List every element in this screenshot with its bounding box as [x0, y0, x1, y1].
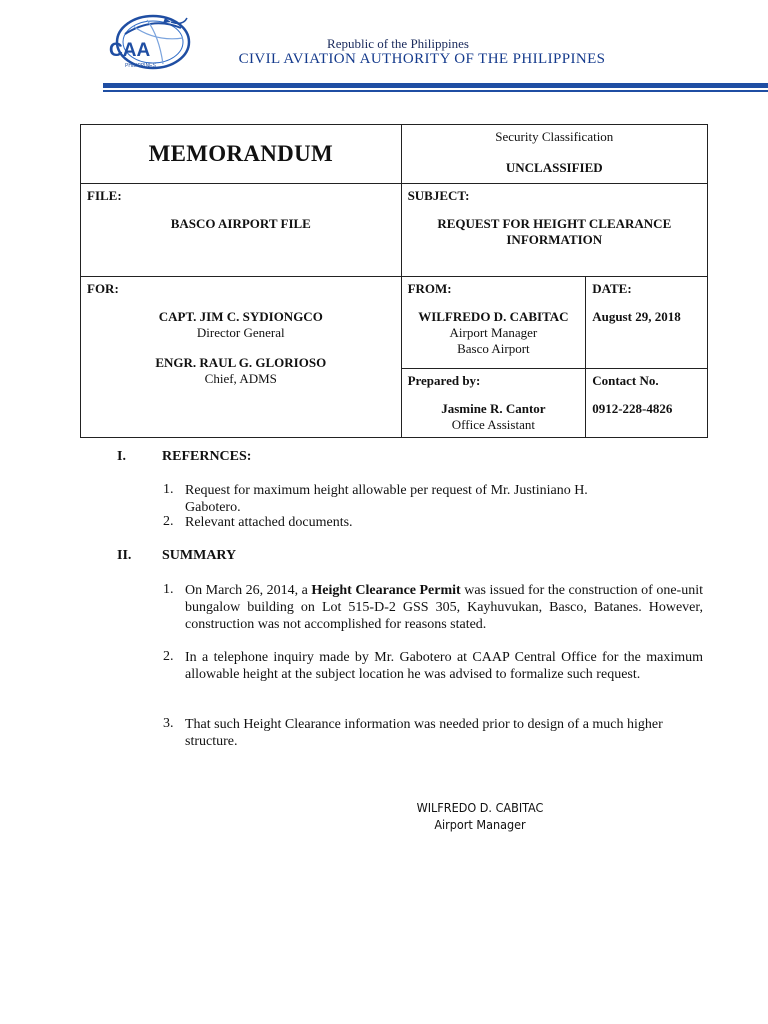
date-label: DATE: [592, 281, 632, 296]
reference-2-text: Relevant attached documents. [185, 515, 353, 530]
summary-numeral: II. [117, 548, 132, 563]
subject-label: SUBJECT: [407, 188, 470, 203]
from-name: WILFREDO D. CABITAC [418, 309, 569, 324]
subject-line-1: REQUEST FOR HEIGHT CLEARANCE [437, 216, 672, 231]
summary-heading: SUMMARY [162, 548, 237, 563]
reference-2-number: 2. [163, 514, 174, 529]
for-person-1-name: CAPT. JIM C. SYDIONGCO [158, 309, 323, 324]
for-label: FOR: [87, 281, 119, 296]
logo-text: CAA [109, 40, 151, 61]
header-rule-thin [103, 90, 768, 92]
reference-1-line-1: Request for maximum height allowable per request of Mr. Justiniano H. [185, 483, 588, 498]
memo-title: MEMORANDUM [148, 141, 333, 166]
prepared-cell [401, 369, 586, 438]
agency-name: CIVIL AVIATION AUTHORITY OF THE PHILIPPINES [238, 51, 606, 67]
references-heading: REFERNCES: [162, 449, 252, 464]
from-title-2: Basco Airport [457, 341, 530, 356]
caap-logo [103, 12, 193, 78]
contact-value: 0912-228-4826 [592, 401, 673, 416]
summary-1-text [185, 582, 703, 633]
summary-1-number: 1. [163, 582, 174, 597]
security-label: Security Classification [495, 129, 614, 144]
logo-subtext: PHILIPPINES [125, 63, 156, 69]
summary-2-text: In a telephone inquiry made by Mr. Gabotero at CAAP Central Office for the maximum allowable height at the subject location he was advised to formalize such request. [185, 650, 703, 682]
signature-title: Airport Manager [434, 817, 526, 832]
for-cell [81, 277, 402, 438]
summary-1-bold: Height Clearance Permit [311, 583, 461, 598]
contact-label: Contact No. [592, 373, 659, 388]
summary-1-post: was issued for the construction of one-unit bungalow building on Lot 515-D-2 GSS 305, Kayhuvukan, Basco, Batanes. However, construction was not accomplished for reasons stated. [185, 583, 703, 632]
security-value: UNCLASSIFIED [505, 160, 603, 175]
prepared-title: Office Assistant [451, 417, 535, 432]
summary-3-text: That such Height Clearance information was needed prior to design of a much higher structure. [185, 717, 663, 749]
for-person-2-title: Chief, ADMS [204, 371, 277, 386]
reference-1-line-2: Gabotero. [185, 500, 241, 515]
prepared-name: Jasmine R. Cantor [441, 401, 546, 416]
from-label: FROM: [407, 281, 452, 296]
letterhead [0, 0, 768, 110]
for-person-2-name: ENGR. RAUL G. GLORIOSO [155, 355, 327, 370]
date-value: August 29, 2018 [592, 309, 681, 324]
contact-cell [586, 369, 708, 438]
for-person-1-title: Director General [196, 325, 285, 340]
republic-line: Republic of the Philippines [327, 36, 469, 51]
subject-cell [401, 184, 707, 277]
header-rule-thick [103, 83, 768, 88]
reference-1-number: 1. [163, 482, 174, 497]
summary-1-pre: On March 26, 2014, a [185, 583, 312, 598]
reference-1-text [185, 482, 705, 516]
subject-line-2: INFORMATION [506, 232, 603, 247]
file-label: FILE: [87, 188, 122, 203]
file-cell [81, 184, 402, 277]
security-cell [401, 125, 707, 184]
references-numeral: I. [117, 449, 126, 464]
summary-3-number: 3. [163, 716, 174, 731]
summary-2-number: 2. [163, 649, 174, 664]
from-cell [401, 277, 586, 369]
prepared-label: Prepared by: [407, 373, 481, 388]
memo-header-table [80, 124, 708, 438]
memo-title-cell [81, 125, 402, 184]
signature-name: WILFREDO D. CABITAC [416, 800, 544, 815]
from-title-1: Airport Manager [449, 325, 538, 340]
signature-block [380, 799, 580, 833]
date-cell [586, 277, 708, 369]
file-value: BASCO AIRPORT FILE [170, 216, 311, 231]
